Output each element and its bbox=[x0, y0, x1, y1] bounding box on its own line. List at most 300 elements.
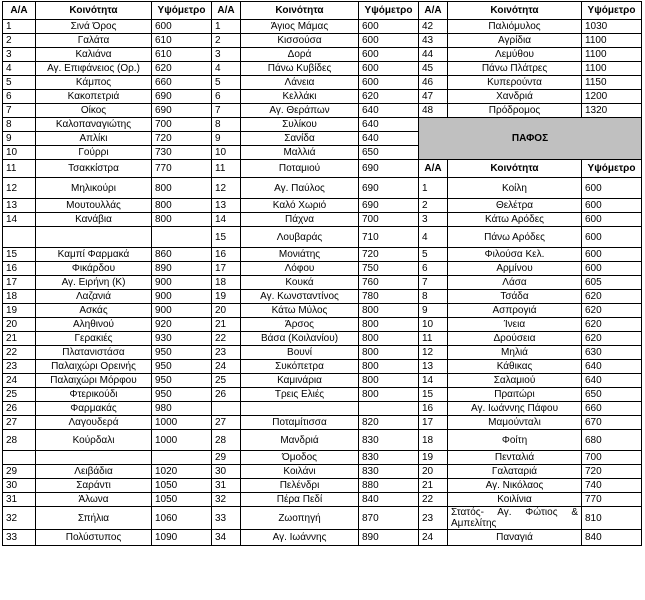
community-name: Λεμύθου bbox=[448, 48, 582, 62]
altitude-value: 630 bbox=[582, 346, 642, 360]
altitude-value: 620 bbox=[582, 290, 642, 304]
altitude-value: 610 bbox=[152, 34, 212, 48]
community-name: Αγ. Ειρήνη (Κ) bbox=[36, 276, 152, 290]
community-name: Κουκά bbox=[241, 276, 359, 290]
row-number: 20 bbox=[419, 465, 448, 479]
row-number: 18 bbox=[419, 430, 448, 451]
altitude-value: 860 bbox=[152, 248, 212, 262]
header-aa: Α/Α bbox=[3, 2, 36, 20]
row-number: 20 bbox=[3, 318, 36, 332]
community-name: Βουνί bbox=[241, 346, 359, 360]
row-number: 30 bbox=[3, 479, 36, 493]
community-name: Καμπί Φαρμακά bbox=[36, 248, 152, 262]
community-name: Αγρίδια bbox=[448, 34, 582, 48]
row-number: 12 bbox=[3, 178, 36, 199]
community-name: Πενταλιά bbox=[448, 451, 582, 465]
row-number: 4 bbox=[419, 227, 448, 248]
table-row bbox=[3, 178, 642, 199]
row-number: 5 bbox=[212, 76, 241, 90]
community-name: Δρούσεια bbox=[448, 332, 582, 346]
community-name: Όμοδος bbox=[241, 451, 359, 465]
empty-cell bbox=[36, 451, 152, 465]
row-number: 26 bbox=[212, 388, 241, 402]
table-row bbox=[3, 290, 642, 304]
altitude-value: 620 bbox=[582, 332, 642, 346]
community-name: Ασπρογιά bbox=[448, 304, 582, 318]
community-name: Κοιλάνι bbox=[241, 465, 359, 479]
altitude-value: 980 bbox=[152, 402, 212, 416]
row-number: 12 bbox=[212, 178, 241, 199]
header-community: Κοινότητα bbox=[448, 160, 582, 178]
row-number: 19 bbox=[212, 290, 241, 304]
altitude-value: 830 bbox=[359, 465, 419, 479]
row-number: 18 bbox=[3, 290, 36, 304]
community-name: Καλό Χωριό bbox=[241, 199, 359, 213]
community-name: Δορά bbox=[241, 48, 359, 62]
row-number: 23 bbox=[3, 360, 36, 374]
header-community: Κοινότητα bbox=[36, 2, 152, 20]
community-name: Συλίκου bbox=[241, 118, 359, 132]
altitude-value: 690 bbox=[152, 104, 212, 118]
row-number: 13 bbox=[212, 199, 241, 213]
row-number: 24 bbox=[3, 374, 36, 388]
community-name: Φοίτη bbox=[448, 430, 582, 451]
community-name: Λάνεια bbox=[241, 76, 359, 90]
community-name: Άγιος Μάμας bbox=[241, 20, 359, 34]
community-name: Καλοπαναγιώτης bbox=[36, 118, 152, 132]
community-name: Λαζανιά bbox=[36, 290, 152, 304]
row-number: 34 bbox=[212, 530, 241, 546]
community-name: Μαλλιά bbox=[241, 146, 359, 160]
altitude-value: 600 bbox=[582, 213, 642, 227]
altitude-value: 810 bbox=[582, 507, 642, 530]
row-number: 25 bbox=[3, 388, 36, 402]
community-name: Θελέτρα bbox=[448, 199, 582, 213]
community-name: Οίκος bbox=[36, 104, 152, 118]
community-name: Μανδριά bbox=[241, 430, 359, 451]
community-name: Κάθικας bbox=[448, 360, 582, 374]
altitude-value: 1200 bbox=[582, 90, 642, 104]
table-row bbox=[3, 90, 642, 104]
table-row bbox=[3, 479, 642, 493]
altitude-value: 640 bbox=[359, 104, 419, 118]
row-number: 12 bbox=[419, 346, 448, 360]
altitude-value: 620 bbox=[582, 318, 642, 332]
community-name: Γαλαταριά bbox=[448, 465, 582, 479]
community-name: Μηλικούρι bbox=[36, 178, 152, 199]
altitude-table-container bbox=[2, 1, 642, 546]
table-row bbox=[3, 416, 642, 430]
altitude-value: 720 bbox=[152, 132, 212, 146]
table-row bbox=[3, 402, 642, 416]
community-name: Κισσούσα bbox=[241, 34, 359, 48]
header-altitude: Υψόμετρο bbox=[582, 160, 642, 178]
community-name: Φτερικούδι bbox=[36, 388, 152, 402]
altitude-value: 710 bbox=[359, 227, 419, 248]
row-number: 3 bbox=[419, 213, 448, 227]
community-name: Μονιάτης bbox=[241, 248, 359, 262]
row-number: 24 bbox=[212, 360, 241, 374]
row-number: 27 bbox=[212, 416, 241, 430]
empty-cell bbox=[3, 227, 36, 248]
row-number: 47 bbox=[419, 90, 448, 104]
community-name: Παναγιά bbox=[448, 530, 582, 546]
altitude-value: 890 bbox=[359, 530, 419, 546]
row-number: 17 bbox=[212, 262, 241, 276]
altitude-value: 900 bbox=[152, 290, 212, 304]
row-number: 6 bbox=[419, 262, 448, 276]
table-row bbox=[3, 318, 642, 332]
altitude-value: 900 bbox=[152, 276, 212, 290]
altitude-value: 600 bbox=[582, 199, 642, 213]
row-number: 7 bbox=[419, 276, 448, 290]
table-row bbox=[3, 160, 642, 178]
altitude-value: 640 bbox=[359, 132, 419, 146]
community-name: Στατός- Αγ. Φώτιος & Αμπελίτης bbox=[448, 507, 582, 530]
row-number: 14 bbox=[3, 213, 36, 227]
community-name: Λόφου bbox=[241, 262, 359, 276]
community-name: Ζωοπηγή bbox=[241, 507, 359, 530]
altitude-value: 740 bbox=[582, 479, 642, 493]
row-number: 4 bbox=[212, 62, 241, 76]
community-name: Πραιτώρι bbox=[448, 388, 582, 402]
altitude-value: 600 bbox=[582, 178, 642, 199]
community-name: Χανδριά bbox=[448, 90, 582, 104]
empty-cell bbox=[359, 402, 419, 416]
table-row bbox=[3, 48, 642, 62]
altitude-value: 690 bbox=[152, 90, 212, 104]
table-row bbox=[3, 20, 642, 34]
community-name: Γερακιές bbox=[36, 332, 152, 346]
table-row bbox=[3, 530, 642, 546]
row-number: 6 bbox=[3, 90, 36, 104]
altitude-value: 930 bbox=[152, 332, 212, 346]
table-row bbox=[3, 304, 642, 318]
row-number: 21 bbox=[419, 479, 448, 493]
community-name: Ποταμίτισσα bbox=[241, 416, 359, 430]
row-number: 21 bbox=[212, 318, 241, 332]
community-name: Απλίκι bbox=[36, 132, 152, 146]
community-name: Κοιλίνια bbox=[448, 493, 582, 507]
row-number: 11 bbox=[212, 160, 241, 178]
community-name: Μηλιά bbox=[448, 346, 582, 360]
community-name: Ασκάς bbox=[36, 304, 152, 318]
community-name: Πέρα Πεδί bbox=[241, 493, 359, 507]
header-altitude: Υψόμετρο bbox=[582, 2, 642, 20]
community-name: Σπήλια bbox=[36, 507, 152, 530]
empty-cell bbox=[3, 451, 36, 465]
altitude-value: 640 bbox=[582, 360, 642, 374]
altitude-value: 900 bbox=[152, 304, 212, 318]
row-number: 21 bbox=[3, 332, 36, 346]
community-name: Συκόπετρα bbox=[241, 360, 359, 374]
row-number: 7 bbox=[3, 104, 36, 118]
altitude-value: 700 bbox=[152, 118, 212, 132]
community-name: Αγ. Κωνσταντίνος bbox=[241, 290, 359, 304]
row-number: 14 bbox=[212, 213, 241, 227]
altitude-value: 1000 bbox=[152, 416, 212, 430]
row-number: 46 bbox=[419, 76, 448, 90]
altitude-value: 730 bbox=[152, 146, 212, 160]
row-number: 13 bbox=[3, 199, 36, 213]
altitude-value: 690 bbox=[359, 178, 419, 199]
community-name: Αρμίνου bbox=[448, 262, 582, 276]
altitude-value: 720 bbox=[359, 248, 419, 262]
altitude-value: 770 bbox=[582, 493, 642, 507]
row-number: 30 bbox=[212, 465, 241, 479]
altitude-value: 1030 bbox=[582, 20, 642, 34]
table-row bbox=[3, 227, 642, 248]
row-number: 28 bbox=[212, 430, 241, 451]
altitude-value: 880 bbox=[359, 479, 419, 493]
altitude-value: 1100 bbox=[582, 34, 642, 48]
community-name: Αγ. Επιφάνειος (Ορ.) bbox=[36, 62, 152, 76]
altitude-value: 640 bbox=[582, 374, 642, 388]
altitude-value: 950 bbox=[152, 346, 212, 360]
row-number: 22 bbox=[3, 346, 36, 360]
community-name: Κακοπετριά bbox=[36, 90, 152, 104]
row-number: 19 bbox=[419, 451, 448, 465]
altitude-value: 720 bbox=[582, 465, 642, 479]
altitude-value: 1050 bbox=[152, 493, 212, 507]
altitude-value: 600 bbox=[359, 20, 419, 34]
table-row bbox=[3, 507, 642, 530]
altitude-value: 800 bbox=[359, 332, 419, 346]
altitude-value: 620 bbox=[152, 62, 212, 76]
header-row bbox=[3, 2, 642, 20]
empty-cell bbox=[212, 402, 241, 416]
row-number: 20 bbox=[212, 304, 241, 318]
header-community: Κοινότητα bbox=[448, 2, 582, 20]
table-row bbox=[3, 493, 642, 507]
community-name: Παλαιχώρι Μόρφου bbox=[36, 374, 152, 388]
row-number: 15 bbox=[212, 227, 241, 248]
altitude-value: 660 bbox=[582, 402, 642, 416]
community-name: Αληθινού bbox=[36, 318, 152, 332]
community-name: Τσακκίστρα bbox=[36, 160, 152, 178]
altitude-value: 830 bbox=[359, 451, 419, 465]
community-name: Πολύστυπος bbox=[36, 530, 152, 546]
row-number: 10 bbox=[212, 146, 241, 160]
row-number: 11 bbox=[419, 332, 448, 346]
community-name: Τσάδα bbox=[448, 290, 582, 304]
row-number: 3 bbox=[212, 48, 241, 62]
community-name: Κυπερούντα bbox=[448, 76, 582, 90]
row-number: 17 bbox=[3, 276, 36, 290]
altitude-value: 600 bbox=[582, 262, 642, 276]
row-number: 8 bbox=[419, 290, 448, 304]
row-number: 2 bbox=[212, 34, 241, 48]
community-name: Ποταμιού bbox=[241, 160, 359, 178]
community-name: Τρεις Ελιές bbox=[241, 388, 359, 402]
altitude-value: 700 bbox=[582, 451, 642, 465]
altitude-value: 870 bbox=[359, 507, 419, 530]
row-number: 8 bbox=[3, 118, 36, 132]
community-name: Αγ. Νικόλαος bbox=[448, 479, 582, 493]
altitude-value: 600 bbox=[359, 76, 419, 90]
row-number: 10 bbox=[419, 318, 448, 332]
empty-cell bbox=[241, 402, 359, 416]
altitude-value: 1320 bbox=[582, 104, 642, 118]
row-number: 23 bbox=[419, 507, 448, 530]
altitude-table bbox=[2, 1, 642, 546]
row-number: 48 bbox=[419, 104, 448, 118]
community-name: Λάσα bbox=[448, 276, 582, 290]
altitude-value: 1000 bbox=[152, 430, 212, 451]
community-name: Φαρμακάς bbox=[36, 402, 152, 416]
community-name: Αγ. Θεράπων bbox=[241, 104, 359, 118]
row-number: 2 bbox=[419, 199, 448, 213]
row-number: 9 bbox=[3, 132, 36, 146]
altitude-value: 800 bbox=[359, 360, 419, 374]
table-row bbox=[3, 430, 642, 451]
table-row bbox=[3, 104, 642, 118]
row-number: 31 bbox=[212, 479, 241, 493]
row-number: 5 bbox=[419, 248, 448, 262]
community-name: Πάνω Αρόδες bbox=[448, 227, 582, 248]
community-name: Λουβαράς bbox=[241, 227, 359, 248]
header-community: Κοινότητα bbox=[241, 2, 359, 20]
community-name: Κάμπος bbox=[36, 76, 152, 90]
altitude-value: 800 bbox=[359, 374, 419, 388]
community-name: Άλωνα bbox=[36, 493, 152, 507]
row-number: 24 bbox=[419, 530, 448, 546]
community-name: Μουτουλλάς bbox=[36, 199, 152, 213]
table-row bbox=[3, 451, 642, 465]
altitude-value: 620 bbox=[359, 90, 419, 104]
altitude-value: 600 bbox=[359, 34, 419, 48]
community-name: Κανάβια bbox=[36, 213, 152, 227]
row-number: 32 bbox=[212, 493, 241, 507]
row-number: 15 bbox=[419, 388, 448, 402]
community-name: Γούρρι bbox=[36, 146, 152, 160]
table-row bbox=[3, 374, 642, 388]
altitude-value: 650 bbox=[582, 388, 642, 402]
table-row bbox=[3, 346, 642, 360]
altitude-value: 1090 bbox=[152, 530, 212, 546]
altitude-value: 620 bbox=[582, 304, 642, 318]
community-name: Πάχνα bbox=[241, 213, 359, 227]
empty-cell bbox=[152, 451, 212, 465]
community-name: Λειβάδια bbox=[36, 465, 152, 479]
community-name: Σαράντι bbox=[36, 479, 152, 493]
altitude-value: 600 bbox=[359, 62, 419, 76]
community-name: Καλιάνα bbox=[36, 48, 152, 62]
altitude-value: 660 bbox=[152, 76, 212, 90]
row-number: 15 bbox=[3, 248, 36, 262]
community-name: Αγ. Παύλος bbox=[241, 178, 359, 199]
row-number: 16 bbox=[419, 402, 448, 416]
table-row bbox=[3, 262, 642, 276]
table-row bbox=[3, 118, 642, 132]
row-number: 7 bbox=[212, 104, 241, 118]
empty-cell bbox=[152, 227, 212, 248]
row-number: 29 bbox=[3, 465, 36, 479]
altitude-value: 820 bbox=[359, 416, 419, 430]
row-number: 14 bbox=[419, 374, 448, 388]
community-name: Κάτω Μύλος bbox=[241, 304, 359, 318]
altitude-value: 670 bbox=[582, 416, 642, 430]
row-number: 26 bbox=[3, 402, 36, 416]
header-altitude: Υψόμετρο bbox=[359, 2, 419, 20]
header-aa: Α/Α bbox=[419, 2, 448, 20]
row-number: 6 bbox=[212, 90, 241, 104]
community-name: Κούρδαλι bbox=[36, 430, 152, 451]
altitude-value: 950 bbox=[152, 374, 212, 388]
community-name: Αγ. Ιωάννης bbox=[241, 530, 359, 546]
row-number: 23 bbox=[212, 346, 241, 360]
altitude-value: 800 bbox=[152, 178, 212, 199]
community-name: Πλατανιστάσα bbox=[36, 346, 152, 360]
row-number: 9 bbox=[419, 304, 448, 318]
row-number: 17 bbox=[419, 416, 448, 430]
table-row bbox=[3, 213, 642, 227]
altitude-value: 610 bbox=[152, 48, 212, 62]
table-row bbox=[3, 248, 642, 262]
empty-cell bbox=[36, 227, 152, 248]
community-name: Φιλούσα Κελ. bbox=[448, 248, 582, 262]
table-row bbox=[3, 76, 642, 90]
altitude-value: 1100 bbox=[582, 62, 642, 76]
community-name: Παλιόμυλος bbox=[448, 20, 582, 34]
altitude-value: 950 bbox=[152, 388, 212, 402]
community-name: Γαλάτα bbox=[36, 34, 152, 48]
header-altitude: Υψόμετρο bbox=[152, 2, 212, 20]
table-row bbox=[3, 465, 642, 479]
row-number: 27 bbox=[3, 416, 36, 430]
altitude-value: 600 bbox=[359, 48, 419, 62]
row-number: 16 bbox=[3, 262, 36, 276]
altitude-value: 890 bbox=[152, 262, 212, 276]
row-number: 5 bbox=[3, 76, 36, 90]
community-name: Φικάρδου bbox=[36, 262, 152, 276]
row-number: 22 bbox=[212, 332, 241, 346]
row-number: 18 bbox=[212, 276, 241, 290]
altitude-value: 1020 bbox=[152, 465, 212, 479]
row-number: 29 bbox=[212, 451, 241, 465]
row-number: 1 bbox=[419, 178, 448, 199]
altitude-value: 750 bbox=[359, 262, 419, 276]
community-name: Σινά Όρος bbox=[36, 20, 152, 34]
row-number: 33 bbox=[3, 530, 36, 546]
altitude-value: 605 bbox=[582, 276, 642, 290]
community-name: Αγ. Ιωάννης Πάφου bbox=[448, 402, 582, 416]
altitude-value: 920 bbox=[152, 318, 212, 332]
community-name: Κάτω Αρόδες bbox=[448, 213, 582, 227]
altitude-value: 1100 bbox=[582, 48, 642, 62]
community-name: Ίνεια bbox=[448, 318, 582, 332]
community-name: Λαγουδερά bbox=[36, 416, 152, 430]
row-number: 3 bbox=[3, 48, 36, 62]
header-aa: Α/Α bbox=[419, 160, 448, 178]
row-number: 10 bbox=[3, 146, 36, 160]
community-name: Σανίδα bbox=[241, 132, 359, 146]
community-name: Βάσα (Κοιλανίου) bbox=[241, 332, 359, 346]
altitude-value: 830 bbox=[359, 430, 419, 451]
community-name: Πρόδρομος bbox=[448, 104, 582, 118]
table-row bbox=[3, 332, 642, 346]
row-number: 8 bbox=[212, 118, 241, 132]
row-number: 4 bbox=[3, 62, 36, 76]
altitude-value: 800 bbox=[359, 318, 419, 332]
row-number: 11 bbox=[3, 160, 36, 178]
altitude-value: 600 bbox=[582, 227, 642, 248]
row-number: 13 bbox=[419, 360, 448, 374]
table-row bbox=[3, 360, 642, 374]
altitude-value: 800 bbox=[152, 199, 212, 213]
row-number: 28 bbox=[3, 430, 36, 451]
table-row bbox=[3, 276, 642, 290]
